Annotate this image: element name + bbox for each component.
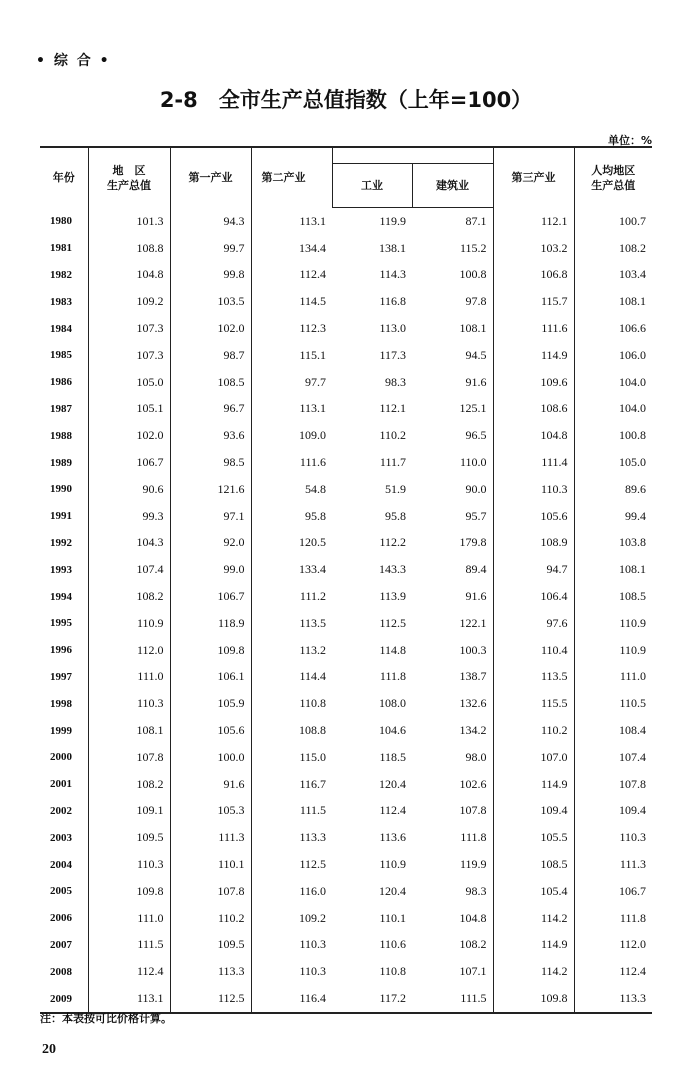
cell-secondary: 111.2 [251, 583, 332, 610]
cell-year: 2005 [50, 885, 72, 898]
cell-secondary: 113.5 [251, 610, 332, 637]
cell-secondary: 112.5 [251, 851, 332, 878]
cell-per-capita: 104.0 [574, 396, 652, 423]
cell-secondary: 120.5 [251, 530, 332, 557]
cell-construction: 138.7 [459, 669, 487, 684]
cell-tertiary: 109.6 [493, 369, 574, 396]
table-row [40, 690, 652, 717]
cell-tertiary: 108.6 [493, 396, 574, 423]
cell-primary: 109.5 [170, 932, 251, 959]
cell-per-capita: 112.0 [574, 932, 652, 959]
cell-per-capita: 108.4 [574, 717, 652, 744]
cell-tertiary: 114.9 [493, 932, 574, 959]
cell-construction: 125.1 [459, 401, 487, 416]
cell-construction: 134.2 [459, 723, 487, 738]
gdp-index-table [40, 146, 652, 1014]
cell-secondary: 115.0 [251, 744, 332, 771]
cell-per-capita: 100.8 [574, 422, 652, 449]
cell-secondary: 116.7 [251, 771, 332, 798]
cell-secondary: 113.3 [251, 824, 332, 851]
table-row [40, 422, 652, 449]
cell-per-capita: 107.8 [574, 771, 652, 798]
table-row [40, 342, 652, 369]
cell-industry: 112.4 [379, 803, 406, 818]
cell-gdp: 111.0 [88, 664, 170, 691]
cell-secondary: 110.8 [251, 690, 332, 717]
cell-primary: 106.1 [170, 664, 251, 691]
cell-year: 1982 [50, 268, 72, 281]
table-row [40, 503, 652, 530]
cell-industry: 95.8 [385, 508, 406, 523]
cell-tertiary: 97.6 [493, 610, 574, 637]
cell-year: 1985 [50, 349, 72, 362]
cell-tertiary: 109.4 [493, 798, 574, 825]
cell-gdp: 104.3 [88, 530, 170, 557]
cell-tertiary: 110.4 [493, 637, 574, 664]
cell-secondary: 112.4 [251, 262, 332, 289]
cell-construction: 122.1 [459, 615, 487, 630]
cell-year: 1995 [50, 617, 72, 630]
cell-gdp: 101.3 [88, 208, 170, 235]
cell-secondary: 114.4 [251, 664, 332, 691]
cell-industry: 114.3 [379, 267, 406, 282]
cell-primary: 99.0 [170, 556, 251, 583]
cell-industry: 112.2 [379, 535, 406, 550]
header-industry: 工业 [332, 164, 412, 208]
cell-year: 2009 [50, 992, 72, 1005]
cell-secondary: 111.6 [251, 449, 332, 476]
table-row [40, 315, 652, 342]
section-label: • 综 合 • [36, 53, 111, 69]
cell-year: 1992 [50, 536, 72, 549]
cell-tertiary: 114.2 [493, 958, 574, 985]
cell-gdp: 108.2 [88, 771, 170, 798]
cell-gdp: 112.4 [88, 958, 170, 985]
table-row [40, 583, 652, 610]
cell-per-capita: 108.5 [574, 583, 652, 610]
cell-construction: 179.8 [459, 535, 487, 550]
table-row [40, 235, 652, 262]
table-row [40, 851, 652, 878]
cell-tertiary: 103.2 [493, 235, 574, 262]
cell-primary: 118.9 [170, 610, 251, 637]
cell-primary: 105.9 [170, 690, 251, 717]
table-note: 注：本表按可比价格计算。 [40, 1012, 172, 1025]
header-construction: 建筑业 [412, 164, 493, 208]
cell-construction: 110.0 [459, 455, 487, 470]
cell-tertiary: 104.8 [493, 422, 574, 449]
cell-primary: 99.8 [170, 262, 251, 289]
cell-industry: 112.1 [379, 401, 406, 416]
cell-per-capita: 108.2 [574, 235, 652, 262]
cell-year: 2006 [50, 912, 72, 925]
header-gdp: 地 区 生产总值 [88, 147, 170, 208]
cell-year: 1984 [50, 322, 72, 335]
cell-industry: 113.6 [379, 830, 406, 845]
cell-gdp: 102.0 [88, 422, 170, 449]
cell-construction: 104.8 [459, 910, 487, 925]
cell-tertiary: 108.9 [493, 530, 574, 557]
header-secondary: 第二产业 [251, 147, 332, 208]
cell-secondary: 115.1 [251, 342, 332, 369]
cell-gdp: 107.3 [88, 342, 170, 369]
cell-tertiary: 105.6 [493, 503, 574, 530]
cell-primary: 102.0 [170, 315, 251, 342]
cell-tertiary: 112.1 [493, 208, 574, 235]
cell-gdp: 107.4 [88, 556, 170, 583]
cell-primary: 99.7 [170, 235, 251, 262]
cell-tertiary: 115.5 [493, 690, 574, 717]
cell-secondary: 116.0 [251, 878, 332, 905]
table-row [40, 824, 652, 851]
cell-per-capita: 113.3 [574, 985, 652, 1013]
cell-primary: 121.6 [170, 476, 251, 503]
cell-secondary: 111.5 [251, 798, 332, 825]
cell-gdp: 109.8 [88, 878, 170, 905]
cell-secondary: 113.1 [251, 396, 332, 423]
cell-tertiary: 107.0 [493, 744, 574, 771]
cell-gdp: 109.2 [88, 288, 170, 315]
cell-construction: 108.2 [459, 937, 487, 952]
cell-year: 1980 [50, 215, 72, 228]
cell-construction: 111.8 [460, 830, 487, 845]
cell-construction: 87.1 [465, 213, 487, 228]
cell-secondary: 108.8 [251, 717, 332, 744]
cell-tertiary: 111.6 [493, 315, 574, 342]
cell-gdp: 105.1 [88, 396, 170, 423]
cell-tertiary: 109.8 [493, 985, 574, 1013]
cell-per-capita: 104.0 [574, 369, 652, 396]
cell-construction: 98.3 [465, 883, 487, 898]
cell-primary: 93.6 [170, 422, 251, 449]
cell-industry: 110.6 [379, 937, 406, 952]
cell-gdp: 108.2 [88, 583, 170, 610]
table-title: 2-8 全市生产总值指数（上年=100） [159, 88, 533, 112]
cell-construction: 95.7 [465, 508, 487, 523]
cell-gdp: 110.9 [88, 610, 170, 637]
table-row [40, 717, 652, 744]
cell-construction: 96.5 [465, 428, 487, 443]
cell-tertiary: 111.4 [493, 449, 574, 476]
cell-industry: 110.8 [379, 964, 406, 979]
cell-construction: 119.9 [459, 857, 487, 872]
cell-primary: 100.0 [170, 744, 251, 771]
cell-industry: 51.9 [385, 481, 406, 496]
cell-per-capita: 110.3 [574, 824, 652, 851]
table-row [40, 369, 652, 396]
cell-gdp: 110.3 [88, 690, 170, 717]
cell-tertiary: 114.9 [493, 771, 574, 798]
cell-gdp: 105.0 [88, 369, 170, 396]
cell-tertiary: 110.3 [493, 476, 574, 503]
cell-primary: 106.7 [170, 583, 251, 610]
cell-per-capita: 110.5 [574, 690, 652, 717]
cell-per-capita: 108.1 [574, 556, 652, 583]
cell-secondary: 114.5 [251, 288, 332, 315]
cell-gdp: 109.1 [88, 798, 170, 825]
cell-per-capita: 111.8 [574, 905, 652, 932]
header-year: 年份 [52, 171, 75, 185]
cell-primary: 98.7 [170, 342, 251, 369]
cell-industry: 118.5 [379, 749, 406, 764]
table-row [40, 476, 652, 503]
cell-tertiary: 108.5 [493, 851, 574, 878]
cell-primary: 111.3 [170, 824, 251, 851]
cell-construction: 102.6 [459, 776, 487, 791]
cell-construction: 91.6 [465, 374, 487, 389]
cell-primary: 110.2 [170, 905, 251, 932]
cell-secondary: 110.3 [251, 932, 332, 959]
cell-industry: 113.9 [379, 589, 406, 604]
cell-gdp: 110.3 [88, 851, 170, 878]
cell-per-capita: 106.0 [574, 342, 652, 369]
cell-per-capita: 109.4 [574, 798, 652, 825]
cell-per-capita: 89.6 [574, 476, 652, 503]
cell-year: 1997 [50, 670, 72, 683]
table-row [40, 449, 652, 476]
cell-per-capita: 103.8 [574, 530, 652, 557]
cell-primary: 105.3 [170, 798, 251, 825]
cell-year: 2007 [50, 938, 72, 951]
cell-construction: 97.8 [465, 294, 487, 309]
header-tertiary: 第三产业 [493, 147, 574, 208]
cell-gdp: 90.6 [88, 476, 170, 503]
cell-construction: 111.5 [460, 991, 487, 1005]
cell-industry: 110.9 [379, 857, 406, 872]
table-row [40, 556, 652, 583]
cell-primary: 105.6 [170, 717, 251, 744]
cell-primary: 110.1 [170, 851, 251, 878]
table-row [40, 932, 652, 959]
cell-primary: 107.8 [170, 878, 251, 905]
cell-secondary: 54.8 [251, 476, 332, 503]
cell-per-capita: 99.4 [574, 503, 652, 530]
cell-industry: 113.0 [379, 321, 406, 336]
cell-per-capita: 103.4 [574, 262, 652, 289]
table-row [40, 396, 652, 423]
cell-industry: 98.3 [385, 374, 406, 389]
cell-gdp: 106.7 [88, 449, 170, 476]
cell-year: 1991 [50, 510, 72, 523]
cell-year: 1990 [50, 483, 72, 496]
cell-industry: 114.8 [379, 642, 406, 657]
cell-secondary: 97.7 [251, 369, 332, 396]
cell-tertiary: 106.8 [493, 262, 574, 289]
cell-industry: 119.9 [379, 213, 406, 228]
cell-primary: 112.5 [170, 985, 251, 1013]
unit-label: 单位：% [607, 134, 652, 147]
header-primary: 第一产业 [170, 147, 251, 208]
header-per-capita: 人均地区 生产总值 [574, 147, 652, 208]
cell-construction: 108.1 [459, 321, 487, 336]
table-row [40, 637, 652, 664]
cell-year: 2008 [50, 965, 72, 978]
cell-industry: 120.4 [379, 883, 406, 898]
cell-construction: 107.1 [459, 964, 487, 979]
cell-primary: 94.3 [170, 208, 251, 235]
cell-year: 1994 [50, 590, 72, 603]
cell-primary: 98.5 [170, 449, 251, 476]
table-row [40, 288, 652, 315]
cell-secondary: 134.4 [251, 235, 332, 262]
table-row [40, 958, 652, 985]
cell-gdp: 109.5 [88, 824, 170, 851]
cell-gdp: 107.3 [88, 315, 170, 342]
cell-per-capita: 112.4 [574, 958, 652, 985]
cell-tertiary: 114.9 [493, 342, 574, 369]
cell-per-capita: 100.7 [574, 208, 652, 235]
cell-primary: 96.7 [170, 396, 251, 423]
cell-tertiary: 105.5 [493, 824, 574, 851]
cell-per-capita: 106.6 [574, 315, 652, 342]
cell-tertiary: 115.7 [493, 288, 574, 315]
cell-year: 1987 [50, 402, 72, 415]
table-row [40, 905, 652, 932]
cell-primary: 91.6 [170, 771, 251, 798]
table-row [40, 878, 652, 905]
cell-year: 1996 [50, 644, 72, 657]
cell-primary: 108.5 [170, 369, 251, 396]
table-row [40, 262, 652, 289]
cell-per-capita: 108.1 [574, 288, 652, 315]
cell-industry: 104.6 [379, 723, 406, 738]
table-row [40, 771, 652, 798]
cell-primary: 97.1 [170, 503, 251, 530]
cell-construction: 91.6 [465, 589, 487, 604]
cell-gdp: 111.0 [88, 905, 170, 932]
cell-gdp: 111.5 [88, 932, 170, 959]
cell-primary: 109.8 [170, 637, 251, 664]
cell-per-capita: 106.7 [574, 878, 652, 905]
cell-per-capita: 110.9 [574, 637, 652, 664]
cell-industry: 120.4 [379, 776, 406, 791]
cell-year: 2002 [50, 804, 72, 817]
cell-tertiary: 106.4 [493, 583, 574, 610]
cell-construction: 90.0 [465, 481, 487, 496]
cell-secondary: 95.8 [251, 503, 332, 530]
cell-year: 2003 [50, 831, 72, 844]
cell-per-capita: 105.0 [574, 449, 652, 476]
cell-industry: 108.0 [379, 696, 406, 711]
cell-construction: 107.8 [459, 803, 487, 818]
cell-industry: 138.1 [379, 240, 406, 255]
table-row [40, 664, 652, 691]
table-row [40, 798, 652, 825]
cell-industry: 111.8 [379, 669, 406, 684]
cell-tertiary: 94.7 [493, 556, 574, 583]
cell-industry: 111.7 [379, 455, 406, 470]
cell-tertiary: 110.2 [493, 717, 574, 744]
cell-year: 1993 [50, 563, 72, 576]
cell-industry: 110.2 [379, 428, 406, 443]
cell-secondary: 113.2 [251, 637, 332, 664]
cell-construction: 89.4 [465, 562, 487, 577]
cell-secondary: 112.3 [251, 315, 332, 342]
cell-construction: 100.3 [459, 642, 487, 657]
cell-industry: 117.2 [379, 991, 406, 1005]
cell-per-capita: 111.3 [574, 851, 652, 878]
cell-primary: 92.0 [170, 530, 251, 557]
cell-gdp: 113.1 [88, 985, 170, 1013]
cell-year: 1983 [50, 295, 72, 308]
cell-year: 1981 [50, 242, 72, 255]
cell-gdp: 107.8 [88, 744, 170, 771]
cell-secondary: 116.4 [251, 985, 332, 1013]
cell-construction: 94.5 [465, 347, 487, 362]
cell-construction: 132.6 [459, 696, 487, 711]
cell-tertiary: 113.5 [493, 664, 574, 691]
cell-industry: 117.3 [379, 347, 406, 362]
cell-secondary: 133.4 [251, 556, 332, 583]
cell-year: 1988 [50, 429, 72, 442]
page-number: 20 [42, 1042, 56, 1057]
cell-gdp: 108.8 [88, 235, 170, 262]
cell-year: 1998 [50, 697, 72, 710]
table-row [40, 985, 652, 1013]
cell-gdp: 108.1 [88, 717, 170, 744]
cell-year: 2001 [50, 778, 72, 791]
table-row [40, 530, 652, 557]
cell-gdp: 104.8 [88, 262, 170, 289]
cell-primary: 113.3 [170, 958, 251, 985]
cell-tertiary: 114.2 [493, 905, 574, 932]
cell-year: 2004 [50, 858, 72, 871]
cell-year: 1989 [50, 456, 72, 469]
cell-per-capita: 107.4 [574, 744, 652, 771]
cell-industry: 143.3 [379, 562, 406, 577]
cell-primary: 103.5 [170, 288, 251, 315]
cell-secondary: 109.0 [251, 422, 332, 449]
cell-secondary: 113.1 [251, 208, 332, 235]
cell-per-capita: 110.9 [574, 610, 652, 637]
cell-construction: 115.2 [459, 240, 487, 255]
cell-industry: 112.5 [379, 615, 406, 630]
cell-secondary: 109.2 [251, 905, 332, 932]
cell-year: 1986 [50, 376, 72, 389]
cell-secondary: 110.3 [251, 958, 332, 985]
table-row [40, 208, 652, 235]
cell-construction: 98.0 [465, 749, 487, 764]
cell-gdp: 112.0 [88, 637, 170, 664]
cell-tertiary: 105.4 [493, 878, 574, 905]
cell-per-capita: 111.0 [574, 664, 652, 691]
cell-year: 1999 [50, 724, 72, 737]
cell-year: 2000 [50, 751, 72, 764]
cell-gdp: 99.3 [88, 503, 170, 530]
cell-industry: 116.8 [379, 294, 406, 309]
cell-construction: 100.8 [459, 267, 487, 282]
cell-industry: 110.1 [379, 910, 406, 925]
table-row [40, 744, 652, 771]
table-row [40, 610, 652, 637]
